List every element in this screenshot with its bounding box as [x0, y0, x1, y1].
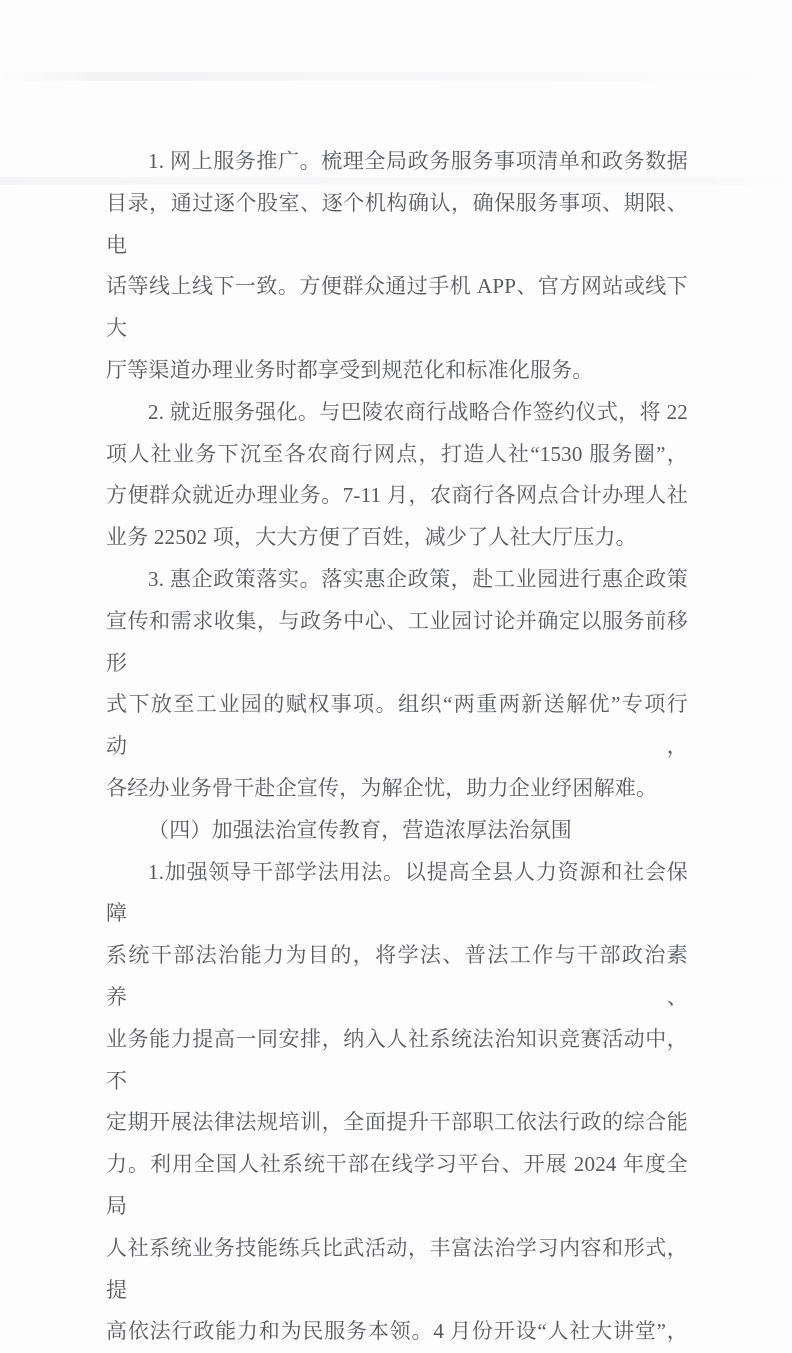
paragraph-line: 2. 就近服务强化。与巴陵农商行战略合作签约仪式，将 22 [148, 399, 688, 424]
paragraph-line: 方便群众就近办理业务。7-11 月，农商行各网点合计办理人社 [106, 483, 688, 508]
paragraph-line: 力。利用全国人社系统干部在线学习平台、开展 2024 年度全局 [106, 1152, 688, 1218]
section-heading: （四）加强法治宣传教育，营造浓厚法治氛围 [148, 817, 572, 842]
paragraph-line: 高依法行政能力和为民服务本领。4 月份开设“人社大讲堂”， [106, 1319, 688, 1344]
paragraph-line: 宣传和需求收集，与政务中心、工业园讨论并确定以服务前移形 [106, 608, 688, 675]
paragraph-line: 式下放至工业园的赋权事项。组织“两重两新送解优”专项行动， [106, 692, 688, 759]
paragraph-line: 3. 惠企政策落实。落实惠企政策，赴工业园进行惠企政策 [148, 566, 688, 591]
paragraph-line: 人社系统业务技能练兵比武活动，丰富法治学习内容和形式，提 [106, 1235, 688, 1302]
paragraph-line: 业务 22502 项，大大方便了百姓，减少了人社大厅压力。 [106, 525, 637, 550]
paragraph-line: 1.加强领导干部学法用法。以提高全县人力资源和社会保障 [106, 859, 688, 926]
scan-artifact-band [0, 72, 792, 81]
document-body [106, 141, 688, 1353]
paragraph-line: 话等线上线下一致。方便群众通过手机 APP、官方网站或线下大 [106, 274, 688, 341]
paragraph-line: 系统干部法治能力为目的，将学法、普法工作与干部政治素养、 [106, 943, 688, 1009]
paragraph-line: 业务能力提高一同安排，纳入人社系统法治知识竞赛活动中，不 [106, 1026, 688, 1093]
paragraph-line: 1. 网上服务推广。梳理全局政务服务事项清单和政务数据 [148, 149, 688, 173]
paragraph-line: 各经办业务骨干赴企宣传，为解企忧，助力企业纾困解难。 [106, 775, 658, 800]
paragraph-line: 定期开展法律法规培训，全面提升干部职工依法行政的综合能 [106, 1110, 688, 1135]
paragraph-line: 目录，通过逐个股室、逐个机构确认，确保服务事项、期限、电 [106, 190, 688, 257]
paragraph-line: 厅等渠道办理业务时都享受到规范化和标准化服务。 [106, 357, 594, 382]
paragraph-line: 项人社业务下沉至各农商行网点，打造人社“1530 服务圈”， [106, 441, 688, 466]
